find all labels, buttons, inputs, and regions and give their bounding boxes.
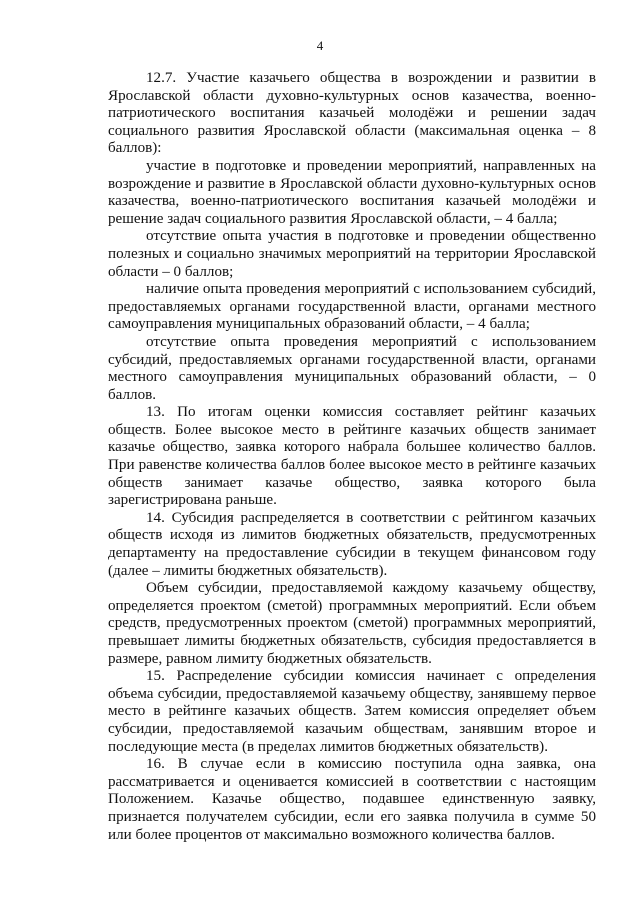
criterion-no-subsidy-experience: отсутствие опыта проведения мероприятий с использованием субсидий, предоставляемых органами государственной власти, органами местного самоуправления муниципальных образований области, – 0 баллов.: [108, 333, 596, 403]
document-body: [108, 70, 596, 844]
page-number: 4: [316, 38, 324, 53]
paragraph-14-subsidy-amount: Объем субсидии, предоставляемой каждому казачьему обществу, определяется проектом (сметой) программных мероприятий. Если объем средств, предусмотренных проектом (сметой) программных мероприятий, превышает лимиты бюджетных обязательств, субсидия предоставляется в размере, равном лимиту бюджетных обязательств.: [108, 580, 596, 667]
paragraph-13: 13. По итогам оценки комиссия составляет рейтинг казачьих обществ. Более высокое место в рейтинге казачьих обществ занимает казачье общество, заявка которого набрала большее количество баллов. При равенстве количества баллов более высокое место в рейтинге казачьих обществ занимает казачье общество, заявка которого была зарегистрирована раньше.: [108, 404, 596, 509]
criterion-participation: участие в подготовке и проведении мероприятий, направленных на возрождение и развитие в Ярославской области духовно-культурных основ казачества, военно-патриотического воспитания казачьей молодёжи и решение задач социального развития Ярославской области, – 4 балла;: [108, 157, 596, 227]
criterion-no-participation: отсутствие опыта участия в подготовке и проведении общественно полезных и социально значимых мероприятий на территории Ярославской области – 0 баллов;: [108, 228, 596, 280]
paragraph-14: 14. Субсидия распределяется в соответствии с рейтингом казачьих обществ исходя из лимитов бюджетных обязательств, предусмотренных департаменту на предоставление субсидии в текущем финансовом году (далее – лимиты бюджетных обязательств).: [108, 509, 596, 579]
criterion-subsidy-experience: наличие опыта проведения мероприятий с использованием субсидий, предоставляемых органами государственной власти, органами местного самоуправления муниципальных образований области, – 4 балла;: [108, 281, 596, 333]
paragraph-16: 16. В случае если в комиссию поступила одна заявка, она рассматривается и оценивается комиссией в соответствии с настоящим Положением. Казачье общество, подавшее единственную заявку, признается получателем субсидии, если его заявка получила в сумме 50 или более процентов от максимально возможного количества баллов.: [108, 756, 596, 843]
paragraph-15: 15. Распределение субсидии комиссия начинает с определения объема субсидии, предоставляемой казачьему обществу, занявшему первое место в рейтинге казачьих обществ. Затем комиссия определяет объем субсидии, предоставляемой казачьим обществам, занявшим второе и последующие места (в пределах лимитов бюджетных обязательств).: [108, 668, 596, 755]
paragraph-12-7: 12.7. Участие казачьего общества в возрождении и развитии в Ярославской области духовно-культурных основ казачества, военно-патриотического воспитания казачьей молодёжи и решении задач социального развития Ярославской области (максимальная оценка – 8 баллов):: [108, 70, 596, 157]
